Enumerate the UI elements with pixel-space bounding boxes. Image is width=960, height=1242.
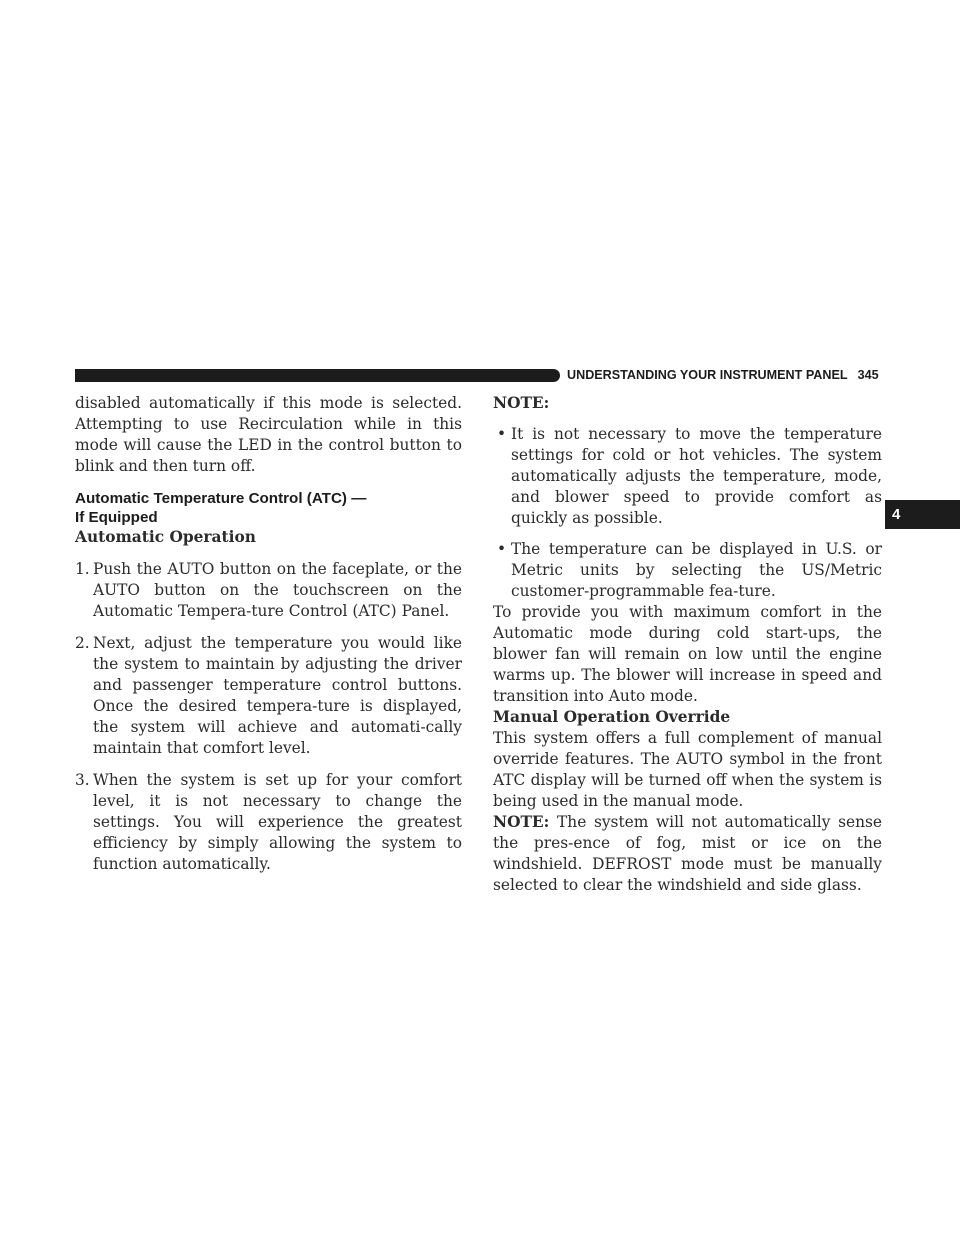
left-column: [75, 393, 462, 875]
subheading-automatic-operation: Automatic Operation: [75, 528, 256, 546]
running-header: [567, 366, 879, 384]
step-text: Next, adjust the temperature you would like the system to maintain by adjusting the driver and passenger temperature control buttons. Once the desired tempera-ture is displayed, the system will achieve and automati-cally maintain that comfort level.: [93, 634, 462, 757]
step-number: 2.: [75, 634, 90, 652]
section-title: [75, 489, 462, 527]
chapter-tab[interactable]: 4: [885, 500, 960, 529]
section-title-line2: If Equipped: [75, 509, 158, 526]
numbered-step: [75, 770, 462, 875]
intro-paragraph: disabled automatically if this mode is selected. Attempting to use Recirculation while in this mode will cause the LED in the control button to blink and then turn off.: [75, 394, 462, 475]
bullet-symbol: •: [497, 425, 507, 443]
note-label: NOTE:: [493, 813, 550, 831]
bullet-text: It is not necessary to move the temperature settings for cold or hot vehicles. The system automatically adjusts the temperature, mode, and blower speed to provide comfort as quickly as possible.: [511, 425, 882, 527]
right-column: [493, 393, 882, 896]
numbered-step: [75, 559, 462, 622]
bullet-item: [493, 424, 882, 529]
step-number: 3.: [75, 771, 90, 789]
header-rule-bar: [75, 369, 560, 382]
defrost-note: [493, 812, 882, 896]
section-header-title: UNDERSTANDING YOUR INSTRUMENT PANEL: [567, 368, 848, 382]
step-text: When the system is set up for your comfort level, it is not necessary to change the settings. You will experience the greatest efficiency by simply allowing the system to function automatically.: [93, 771, 462, 873]
step-text: Push the AUTO button on the faceplate, or the AUTO button on the touchscreen on the Automatic Tempera-ture Control (ATC) Panel.: [93, 560, 462, 620]
bullet-item: [493, 539, 882, 602]
defrost-note-text: The system will not automatically sense the pres-ence of fog, mist or ice on the windshield. DEFROST mode must be manually selected to clear the windshield and side glass.: [493, 813, 882, 894]
numbered-step: [75, 633, 462, 759]
note-label: NOTE:: [493, 394, 550, 412]
manual-override-paragraph: This system offers a full complement of manual override features. The AUTO symbol in the front ATC display will be turned off when the system is being used in the manual mode.: [493, 729, 882, 810]
subheading-manual-override: Manual Operation Override: [493, 708, 731, 726]
section-title-line1: Automatic Temperature Control (ATC) —: [75, 490, 367, 507]
cold-start-paragraph: To provide you with maximum comfort in the Automatic mode during cold start-ups, the blower fan will remain on low until the engine warms up. The blower will increase in speed and transition into Auto mode.: [493, 603, 882, 705]
page-number: 345: [857, 368, 879, 382]
bullet-symbol: •: [497, 540, 507, 558]
step-number: 1.: [75, 560, 90, 578]
bullet-text: The temperature can be displayed in U.S. or Metric units by selecting the US/Metric customer-programmable fea-ture.: [511, 540, 882, 600]
